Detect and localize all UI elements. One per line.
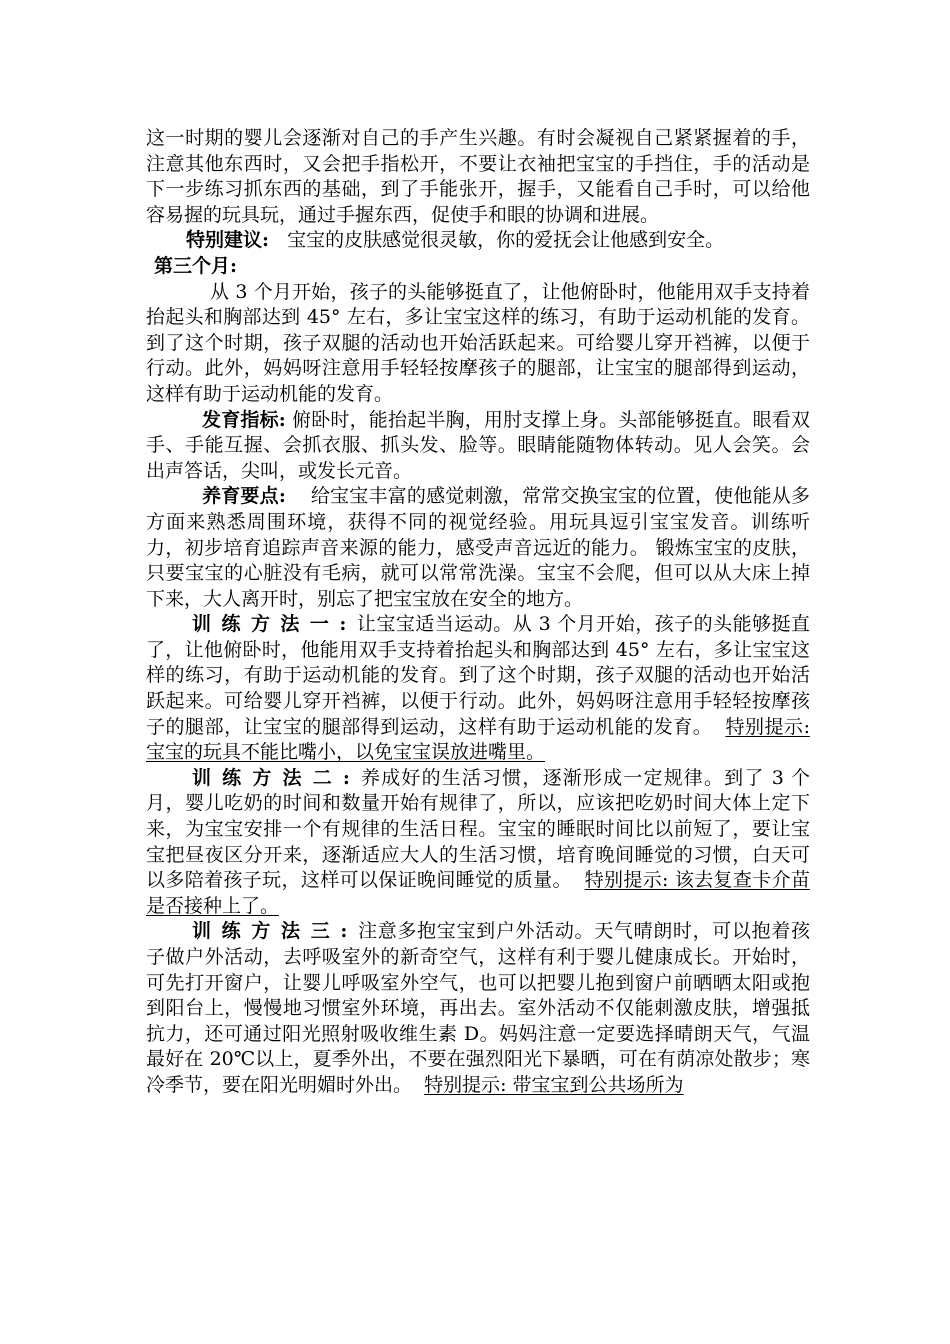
method-1-tip: 特别提示: 宝宝的玩具不能比嘴小，以免宝宝误放进嘴里。	[146, 715, 810, 764]
method-3-label: 训练方法三:	[192, 920, 358, 943]
care-text: 给宝宝丰富的感觉刺激，常常交换宝宝的位置，使他能从多方面来熟悉周围环境，获得不同的视觉经验。用玩具逗引宝宝发音。训练听力，初步培育追踪声音来源的能力，感受声音远近的能力。 锻炼宝宝的皮肤，只要宝宝的心脏没有毛病，就可以常常洗澡。宝宝不会爬，但可以从大床上掉下来，大人离开时，别忘了把宝宝放在安全的地方。	[146, 485, 810, 610]
method-2-text: 养成好的生活习惯，逐渐形成一定规律。到了 3 个月，婴儿吃奶的时间和数量开始有规律了，所以，应该把吃奶时间大体上定下来，为宝宝安排一个有规律的生活日程。宝宝的睡眠时间比以前短了，要让宝宝把昼夜区分开来，逐渐适应大人的生活习惯，培育晚间睡觉的习惯，白天可以多陪着孩子玩，这样可以保证晚间睡觉的质量。	[146, 766, 810, 892]
document-body	[146, 126, 810, 1099]
method-1-text: 让宝宝适当运动。从 3 个月开始，孩子的头能够挺直了，让他俯卧时，他能用双手支持着抬起头和胸部达到 45° 左右，多让宝宝这样的练习，有助于运动机能的发育。到了这个时期，孩子双腿的活动也开始活跃起来。可给婴儿穿开裆裤，以便于行动。此外，妈妈呀注意用手轻轻按摩孩子的腿部，让宝宝的腿部得到运动，这样有助于运动机能的发育。	[146, 613, 811, 738]
development-label: 发育指标:	[202, 408, 286, 431]
development-paragraph	[146, 408, 810, 485]
method-2-tip: 特别提示: 该去复查卡介苗是否接种上了。	[146, 869, 810, 917]
method-1-paragraph	[146, 612, 810, 766]
month3-intro-paragraph: 从 3 个月开始，孩子的头能够挺直了，让他俯卧时，他能用双手支持着抬起头和胸部达到 45° 左右，多让宝宝这样的练习，有助于运动机能的发育。到了这个时期，孩子双腿的活动也开始活跃起来。可给婴儿穿开裆裤，以便于行动。此外，妈妈呀注意用手轻轻按摩孩子的腿部，让宝宝的腿部得到运动，这样有助于运动机能的发育。	[146, 280, 810, 405]
method-3-tip: 特别提示: 带宝宝到公共场所为	[424, 1073, 684, 1096]
special-advice-paragraph	[146, 228, 810, 254]
method-2-label: 训练方法二:	[192, 766, 360, 789]
method-3-text: 注意多抱宝宝到户外活动。天气晴朗时，可以抱着孩子做户外活动，去呼吸室外的新奇空气，这样有利于婴儿健康成长。开始时，可先打开窗户，让婴儿呼吸室外空气，也可以把婴儿抱到窗户前晒晒太阳或抱到阳台上，慢慢地习惯室外环境，再出去。室外活动不仅能刺激皮肤，增强抵抗力，还可通过阳光照射吸收维生素 D。妈妈注意一定要选择晴朗天气，气温最好在 20℃以上，夏季外出，不要在强烈阳光下暴晒，可在有荫凉处散步；寒冷季节，要在阳光明媚时外出。	[146, 920, 810, 1096]
special-advice-label: 特别建议:	[186, 229, 270, 252]
care-paragraph	[146, 484, 810, 612]
development-text: 俯卧时，能抬起半胸，用肘支撑上身。头部能够挺直。眼看双手、手能互握、会抓衣服、抓头发、脸等。眼睛能随物体转动。见人会笑。会出声答话，尖叫，或发长元音。	[146, 408, 810, 482]
special-advice-text: 宝宝的皮肤感觉很灵敏，你的爱抚会让他感到安全。	[287, 229, 725, 252]
method-1-label: 训练方法一:	[192, 613, 357, 636]
month2-paragraph: 这一时期的婴儿会逐渐对自己的手产生兴趣。有时会凝视自己紧紧握着的手，注意其他东西时，又会把手指松开，不要让衣袖把宝宝的手挡住，手的活动是下一步练习抓东西的基础，到了手能张开，握手，又能看自己手时，可以给他容易握的玩具玩，通过手握东西，促使手和眼的协调和进展。	[146, 127, 810, 226]
method-2-paragraph	[146, 766, 810, 920]
care-label: 养育要点:	[202, 485, 286, 508]
method-3-paragraph	[146, 919, 810, 1098]
month3-heading: 第三个月:	[154, 254, 238, 277]
